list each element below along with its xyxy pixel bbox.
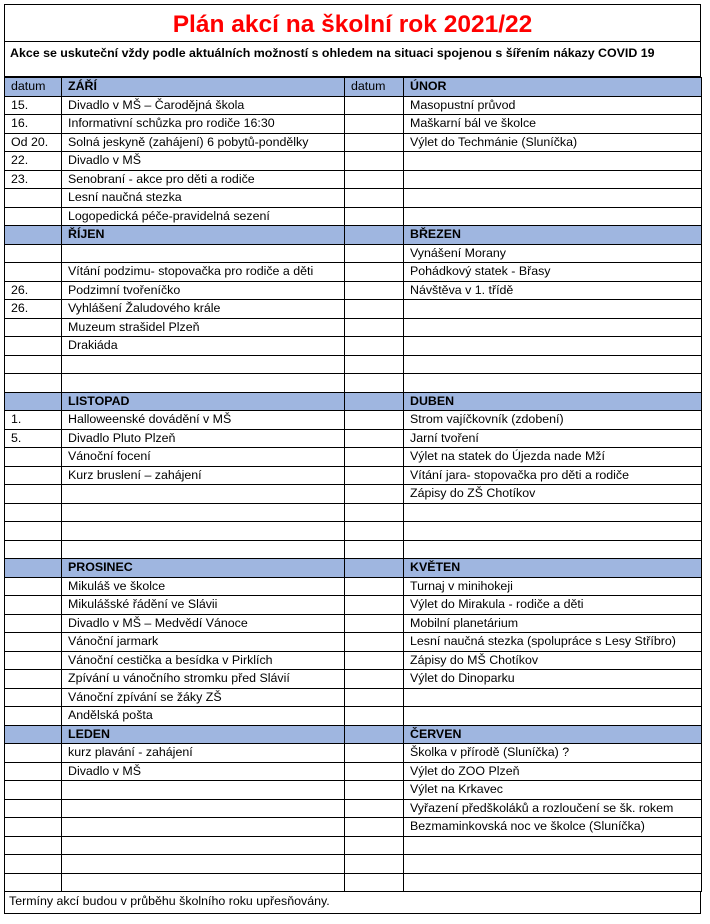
event-right [404, 836, 702, 855]
month-heading: LEDEN [62, 725, 345, 744]
event-date-right [345, 300, 404, 319]
month-heading: ČERVEN [404, 725, 702, 744]
event-right [404, 152, 702, 171]
table-row [5, 300, 702, 319]
table-row [5, 429, 702, 448]
event-date-right [345, 244, 404, 263]
event-date [5, 244, 62, 263]
month-heading: BŘEZEN [404, 226, 702, 245]
event-left: Drakiáda [62, 337, 345, 356]
event-date [5, 688, 62, 707]
table-row [5, 670, 702, 689]
table-row [5, 855, 702, 874]
event-date-right [345, 651, 404, 670]
event-right [404, 707, 702, 726]
event-date [5, 263, 62, 282]
event-date [5, 207, 62, 226]
event-date-right [345, 448, 404, 467]
event-date: 26. [5, 281, 62, 300]
covid-notice: Akce se uskuteční vždy podle aktuálních možností s ohledem na situaci spojenou s šířením nákazy COVID 19 [4, 41, 701, 77]
month-heading: LISTOPAD [62, 392, 345, 411]
event-date [5, 799, 62, 818]
table-row [5, 411, 702, 430]
table-row [5, 485, 702, 504]
event-date [5, 522, 62, 541]
table-row [5, 651, 702, 670]
event-date: 1. [5, 411, 62, 430]
table-row [5, 540, 702, 559]
event-date [5, 503, 62, 522]
event-date-right [345, 207, 404, 226]
event-date-right [345, 873, 404, 892]
month-heading: ZÁŘÍ [62, 78, 345, 97]
event-left [62, 873, 345, 892]
table-row [5, 355, 702, 374]
event-left [62, 540, 345, 559]
event-left: Logopedická péče-pravidelná sezení [62, 207, 345, 226]
event-date-right [345, 762, 404, 781]
event-date-right [345, 818, 404, 837]
event-right [404, 374, 702, 393]
date-column-label: datum [5, 78, 62, 97]
event-right [404, 170, 702, 189]
event-date-right [345, 670, 404, 689]
event-date [5, 855, 62, 874]
event-right [404, 337, 702, 356]
event-right: Strom vajíčkovník (zdobení) [404, 411, 702, 430]
event-date [5, 651, 62, 670]
event-date [5, 633, 62, 652]
event-date [5, 744, 62, 763]
table-row [5, 374, 702, 393]
event-date-right [345, 633, 404, 652]
month-heading: PROSINEC [62, 559, 345, 578]
event-date-right [345, 466, 404, 485]
table-row [5, 448, 702, 467]
event-date: 15. [5, 96, 62, 115]
event-left [62, 781, 345, 800]
table-row [5, 688, 702, 707]
table-row [5, 818, 702, 837]
event-right: Výlet do Techmánie (Sluníčka) [404, 133, 702, 152]
event-left: Muzeum strašidel Plzeň [62, 318, 345, 337]
event-left: kurz plavání - zahájení [62, 744, 345, 763]
event-left [62, 244, 345, 263]
table-row [5, 836, 702, 855]
event-date: 5. [5, 429, 62, 448]
table-row [5, 318, 702, 337]
event-date [5, 374, 62, 393]
event-right [404, 688, 702, 707]
event-date [5, 540, 62, 559]
event-right: Turnaj v minihokeji [404, 577, 702, 596]
month-heading: ŘÍJEN [62, 226, 345, 245]
event-date-right [345, 355, 404, 374]
table-row [5, 596, 702, 615]
table-row [5, 96, 702, 115]
event-date: Od 20. [5, 133, 62, 152]
event-left: Lesní naučná stezka [62, 189, 345, 208]
table-row [5, 189, 702, 208]
event-date [5, 707, 62, 726]
date-column-empty [345, 392, 404, 411]
event-left: Zpívání u vánočního stromku před Slávií [62, 670, 345, 689]
event-date-right [345, 189, 404, 208]
event-right: Návštěva v 1. třídě [404, 281, 702, 300]
table-row [5, 152, 702, 171]
month-heading: KVĚTEN [404, 559, 702, 578]
event-right: Bezmaminkovská noc ve školce (Sluníčka) [404, 818, 702, 837]
month-heading: DUBEN [404, 392, 702, 411]
event-date [5, 596, 62, 615]
event-right: Výlet na Krkavec [404, 781, 702, 800]
event-left [62, 836, 345, 855]
event-date-right [345, 115, 404, 134]
table-row [5, 633, 702, 652]
event-date-right [345, 744, 404, 763]
event-date: 22. [5, 152, 62, 171]
month-header-row [5, 559, 702, 578]
event-date [5, 818, 62, 837]
event-date [5, 189, 62, 208]
event-date [5, 355, 62, 374]
month-heading: ÚNOR [404, 78, 702, 97]
event-date-right [345, 540, 404, 559]
table-row [5, 281, 702, 300]
event-left: Kurz bruslení – zahájení [62, 466, 345, 485]
event-right: Školka v přírodě (Sluníčka) ? [404, 744, 702, 763]
table-row [5, 577, 702, 596]
table-row [5, 337, 702, 356]
event-right [404, 189, 702, 208]
event-left: Vánoční zpívání se žáky ZŠ [62, 688, 345, 707]
event-date-right [345, 133, 404, 152]
event-right: Maškarní bál ve školce [404, 115, 702, 134]
events-table [4, 77, 702, 892]
event-left: Podzimní tvořeníčko [62, 281, 345, 300]
event-date-right [345, 485, 404, 504]
event-right: Lesní naučná stezka (spolupráce s Lesy Stříbro) [404, 633, 702, 652]
event-left: Vítání podzimu- stopovačka pro rodiče a děti [62, 263, 345, 282]
event-left [62, 799, 345, 818]
event-right [404, 207, 702, 226]
event-left: Halloweenské dovádění v MŠ [62, 411, 345, 430]
event-date: 16. [5, 115, 62, 134]
date-column-empty [5, 725, 62, 744]
event-right [404, 522, 702, 541]
event-left: Divadlo Pluto Plzeň [62, 429, 345, 448]
table-row [5, 744, 702, 763]
event-left: Vánoční focení [62, 448, 345, 467]
event-date [5, 670, 62, 689]
plan-document [4, 4, 701, 914]
event-date-right [345, 374, 404, 393]
event-date [5, 614, 62, 633]
event-left [62, 522, 345, 541]
table-row [5, 133, 702, 152]
event-date-right [345, 614, 404, 633]
event-date-right [345, 281, 404, 300]
event-left [62, 855, 345, 874]
event-date-right [345, 411, 404, 430]
event-left [62, 503, 345, 522]
date-column-empty [345, 725, 404, 744]
event-left [62, 374, 345, 393]
table-row [5, 207, 702, 226]
event-left: Vánoční cestička a besídka v Pirklích [62, 651, 345, 670]
event-date-right [345, 337, 404, 356]
event-right [404, 355, 702, 374]
event-right: Vítání jara- stopovačka pro děti a rodiče [404, 466, 702, 485]
date-column-empty [5, 392, 62, 411]
footer-note: Termíny akcí budou v průběhu školního roku upřesňovány. [4, 892, 701, 914]
page-title: Plán akcí na školní rok 2021/22 [4, 4, 701, 41]
month-header-row [5, 78, 702, 97]
event-right: Masopustní průvod [404, 96, 702, 115]
event-left: Solná jeskyně (zahájení) 6 pobytů-pondělky [62, 133, 345, 152]
month-header-row [5, 392, 702, 411]
event-date-right [345, 522, 404, 541]
event-left: Mikulášské řádění ve Slávii [62, 596, 345, 615]
event-left: Vánoční jarmark [62, 633, 345, 652]
event-date-right [345, 799, 404, 818]
date-column-empty [5, 226, 62, 245]
event-date [5, 836, 62, 855]
event-date-right [345, 318, 404, 337]
event-date-right [345, 429, 404, 448]
event-date: 23. [5, 170, 62, 189]
event-right [404, 503, 702, 522]
table-row [5, 799, 702, 818]
table-row [5, 873, 702, 892]
event-left: Mikuláš ve školce [62, 577, 345, 596]
event-date [5, 318, 62, 337]
table-row [5, 762, 702, 781]
event-date-right [345, 577, 404, 596]
event-right: Pohádkový statek - Břasy [404, 263, 702, 282]
table-row [5, 522, 702, 541]
event-right: Vynášení Morany [404, 244, 702, 263]
event-right: Výlet na statek do Újezda nade Mží [404, 448, 702, 467]
event-left: Informativní schůzka pro rodiče 16:30 [62, 115, 345, 134]
table-row [5, 503, 702, 522]
table-row [5, 707, 702, 726]
event-left: Senobraní - akce pro děti a rodiče [62, 170, 345, 189]
table-row [5, 244, 702, 263]
event-date: 26. [5, 300, 62, 319]
event-left [62, 818, 345, 837]
event-right [404, 540, 702, 559]
event-date-right [345, 855, 404, 874]
table-row [5, 115, 702, 134]
event-right: Výlet do ZOO Plzeň [404, 762, 702, 781]
event-date [5, 466, 62, 485]
table-row [5, 263, 702, 282]
event-left: Divadlo v MŠ – Medvědí Vánoce [62, 614, 345, 633]
month-header-row [5, 226, 702, 245]
event-date-right [345, 596, 404, 615]
event-date-right [345, 170, 404, 189]
event-left: Divadlo v MŠ [62, 762, 345, 781]
event-date [5, 577, 62, 596]
event-right: Výlet do Dinoparku [404, 670, 702, 689]
event-right [404, 300, 702, 319]
table-row [5, 614, 702, 633]
table-row [5, 781, 702, 800]
event-right: Zápisy do ZŠ Chotíkov [404, 485, 702, 504]
date-column-label: datum [345, 78, 404, 97]
event-date-right [345, 96, 404, 115]
event-date-right [345, 263, 404, 282]
date-column-empty [5, 559, 62, 578]
event-date [5, 485, 62, 504]
event-right: Výlet do Mirakula - rodiče a děti [404, 596, 702, 615]
event-right [404, 873, 702, 892]
event-right: Jarní tvoření [404, 429, 702, 448]
event-right: Mobilní planetárium [404, 614, 702, 633]
event-date-right [345, 836, 404, 855]
event-date-right [345, 152, 404, 171]
table-row [5, 466, 702, 485]
event-date [5, 448, 62, 467]
event-date [5, 781, 62, 800]
event-left: Divadlo v MŠ – Čarodějná škola [62, 96, 345, 115]
event-left: Divadlo v MŠ [62, 152, 345, 171]
date-column-empty [345, 226, 404, 245]
event-date-right [345, 688, 404, 707]
event-left: Vyhlášení Žaludového krále [62, 300, 345, 319]
event-left [62, 485, 345, 504]
events-table-body [5, 78, 702, 892]
event-date [5, 873, 62, 892]
date-column-empty [345, 559, 404, 578]
event-right: Vyřazení předškoláků a rozloučení se šk. rokem [404, 799, 702, 818]
event-right: Zápisy do MŠ Chotíkov [404, 651, 702, 670]
month-header-row [5, 725, 702, 744]
event-date-right [345, 707, 404, 726]
event-date [5, 337, 62, 356]
table-row [5, 170, 702, 189]
event-date-right [345, 781, 404, 800]
event-left: Andělská pošta [62, 707, 345, 726]
event-date [5, 762, 62, 781]
event-right [404, 318, 702, 337]
event-right [404, 855, 702, 874]
event-left [62, 355, 345, 374]
event-date-right [345, 503, 404, 522]
